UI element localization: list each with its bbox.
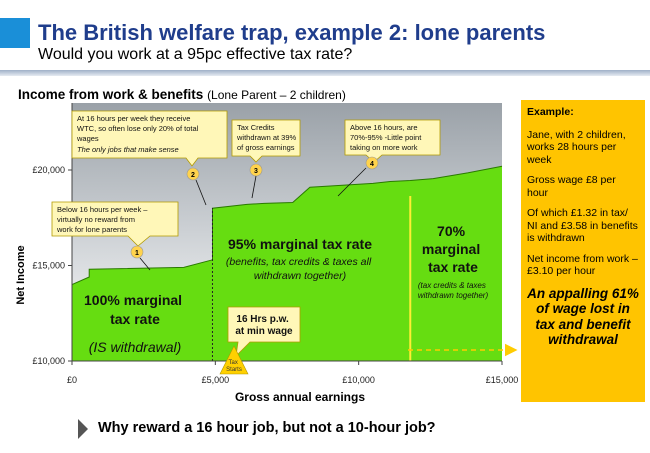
chart-title-suffix: (Lone Parent – 2 children) [207, 88, 346, 102]
callout-2-text-line3: wages [77, 134, 99, 143]
y-tick-label-2: £20,000 [32, 165, 65, 175]
callout-1-text-line1: Below 16 hours per week – [57, 205, 148, 214]
slide-title: The British welfare trap, example 2: lone parents [38, 20, 546, 45]
x-axis-label: Gross annual earnings [234, 390, 366, 404]
hours-callout-line2: at min wage [235, 326, 293, 337]
region-95-title: 95% marginal tax rate [228, 236, 372, 252]
tax-starts-line1: Tax [228, 360, 238, 366]
region-70-line1: 70% [437, 223, 466, 239]
callout-4-text [350, 123, 423, 152]
region-100-line2: tax rate [110, 311, 160, 327]
x-tick-label-1: £5,000 [201, 375, 230, 385]
footer-question: Why reward a 16 hour job, but not a 10-hour job? [98, 420, 436, 436]
y-axis-label: Net Income [15, 245, 27, 305]
callout-4-text-line2: 70%-95% -Little point [350, 133, 422, 142]
x-tick-label-3: £15,000 [485, 375, 519, 385]
slide-subtitle: Would you work at a 95pc effective tax rate? [38, 46, 353, 63]
example-box [521, 100, 645, 402]
callout-3-text-line1: Tax Credits [237, 123, 275, 132]
callout-2-text-line1: At 16 hours per week they receive [77, 114, 191, 123]
callout-3-text-line2: withdrawn at 39% [237, 133, 297, 142]
example-line-4: Net income from work – £3.10 per hour [527, 252, 638, 277]
hours-callout-text [235, 314, 293, 337]
callout-4-text-line1: Above 16 hours, are [350, 123, 418, 132]
callout-2-number: 2 [191, 172, 195, 179]
callout-1-text-line2: virtually no reward from [57, 215, 135, 224]
x-tick-label-2: £10,000 [342, 375, 375, 385]
region-95-note-line2: withdrawn together) [253, 270, 347, 282]
example-line-3: Of which £1.32 in tax/ NI and £3.58 in benefits is withdrawn [527, 207, 638, 244]
callout-4-number: 4 [370, 161, 374, 168]
region-70-note-line2: withdrawn together) [417, 291, 489, 300]
chart-title-main: Income from work & benefits [18, 87, 204, 102]
hours-callout-line1: 16 Hrs p.w. [236, 314, 289, 325]
region-70-note-line1: (tax credits & taxes [417, 281, 486, 290]
tax-starts-label [226, 360, 242, 373]
tax-starts-line2: Starts [226, 367, 242, 373]
region-100-note: (IS withdrawal) [88, 339, 182, 355]
region-70-note [418, 281, 489, 300]
example-line-2: Gross wage £8 per hour [527, 174, 616, 199]
example-highlight: An appalling 61% of wage lost in tax and benefit withdrawal [527, 285, 639, 347]
y-tick-label-0: £10,000 [32, 356, 65, 366]
callout-4-text-line3: taking on more work [350, 143, 418, 152]
callout-3-number: 3 [254, 168, 258, 175]
footer-arrow-icon [78, 419, 88, 439]
example-title: Example: [527, 106, 574, 118]
region-100-line1: 100% marginal [84, 292, 183, 308]
callout-1-text-line3: work for lone parents [57, 225, 128, 234]
y-tick-label-1: £15,000 [32, 260, 65, 271]
example-line-1: Jane, with 2 children, works 28 hours per week [527, 128, 626, 166]
callout-2-italic: The only jobs that make sense [77, 145, 179, 154]
callout-2-text-line2: WTC, so often lose only 20% of total [77, 124, 199, 133]
region-70-line3: tax rate [428, 259, 478, 275]
region-95-note-line1: (benefits, tax credits & taxes all [225, 256, 372, 268]
region-70-line2: marginal [421, 241, 481, 257]
callout-3-text-line3: of gross earnings [237, 143, 295, 152]
x-tick-label-0: £0 [66, 375, 78, 385]
callout-1-number: 1 [135, 250, 139, 257]
